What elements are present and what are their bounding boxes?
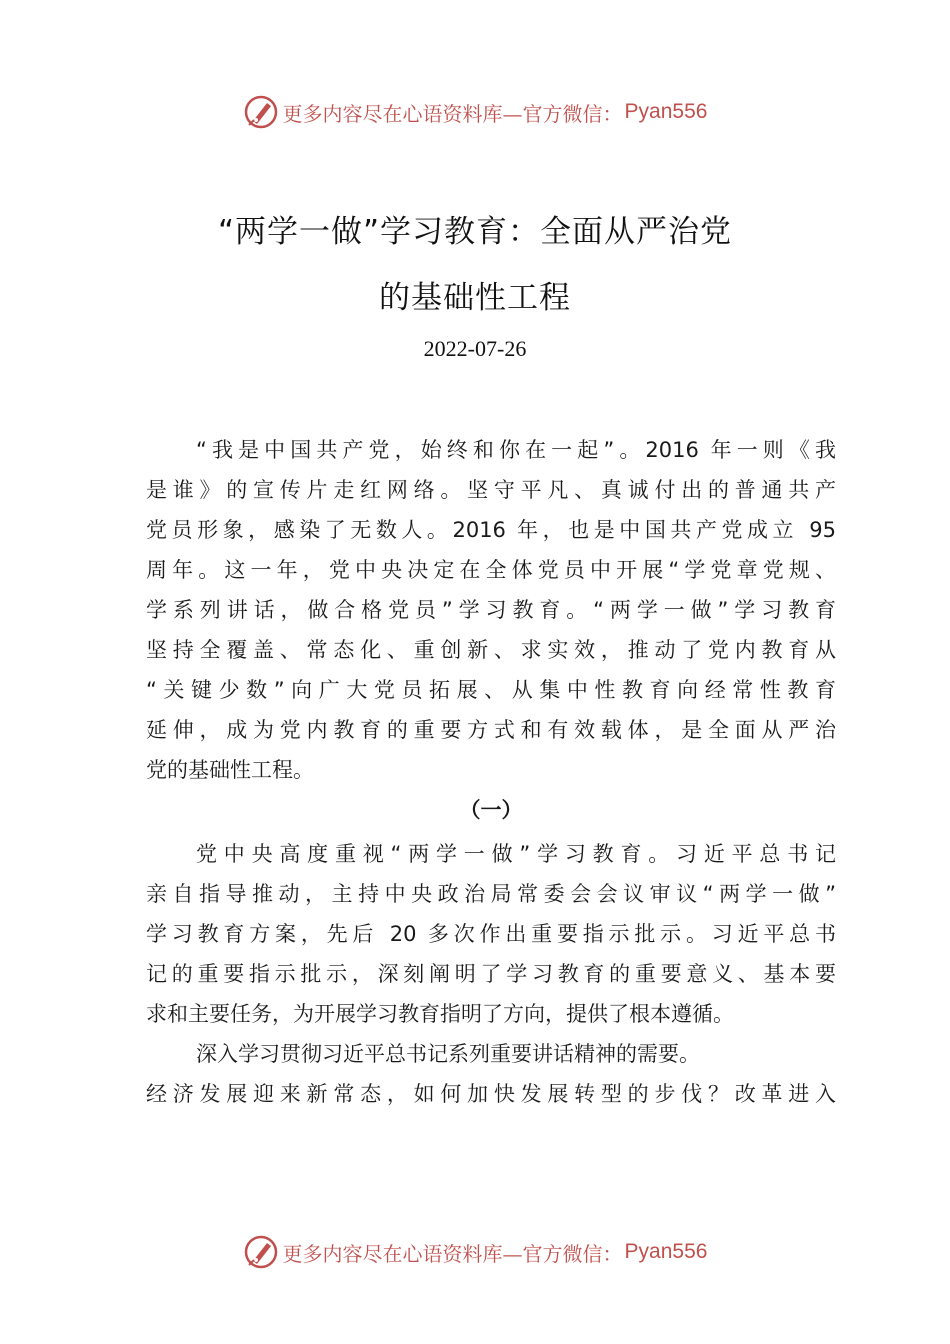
paragraph-1 xyxy=(146,430,836,830)
text-line: 深入学习贯彻习近平总书记系列重要讲话精神的需要。 xyxy=(196,1042,700,1066)
text-line: 党的基础性工程。 xyxy=(146,758,314,782)
pen-nib-icon xyxy=(243,1234,279,1270)
text-line: 求和主要任务，为开展学习教育指明了方向，提供了根本遵循。 xyxy=(146,1002,734,1026)
text-line: 亲自指导推动，主持中央政治局常委会会议审议“两学一做” xyxy=(146,882,836,906)
text-line: 党中央高度重视“两学一做”学习教育。习近平总书记 xyxy=(196,842,836,866)
text-line: “关键少数”向广大党员拓展、从集中性教育向经常性教育 xyxy=(146,678,836,702)
wechat-id: Pyan556 xyxy=(624,1240,708,1263)
text-line: 周年。这一年，党中央决定在全体党员中开展“学党章党规、 xyxy=(146,558,836,582)
banner-text: 更多内容尽在心语资料库—官方微信： xyxy=(282,101,623,126)
banner-text: 更多内容尽在心语资料库—官方微信： xyxy=(282,1241,623,1266)
paragraph-3 xyxy=(146,1034,836,1114)
document-title-line-2: 的基础性工程 xyxy=(379,280,571,316)
footer-banner xyxy=(0,1232,950,1272)
text-line: 党员形象，感染了无数人。2016 年，也是中国共产党成立 95 xyxy=(146,518,836,542)
paragraph-2 xyxy=(146,834,836,1034)
document-date: 2022-07-26 xyxy=(423,336,527,361)
text-line: 是谁》的宣传片走红网络。坚守平凡、真诚付出的普通共产 xyxy=(146,478,836,502)
section-heading-1: （一） xyxy=(459,798,523,822)
header-banner xyxy=(0,92,950,132)
text-line: 学习教育方案，先后 20 多次作出重要指示批示。习近平总书 xyxy=(146,922,836,946)
text-line: 学系列讲话，做合格党员”学习教育。“两学一做”学习教育 xyxy=(146,598,836,622)
text-line: 坚持全覆盖、常态化、重创新、求实效，推动了党内教育从 xyxy=(146,638,836,662)
pen-nib-icon xyxy=(243,94,279,130)
document-title-line-1: “两学一做”学习教育：全面从严治党 xyxy=(217,214,733,250)
text-line: “我是中国共产党，始终和你在一起”。2016 年一则《我 xyxy=(196,438,836,462)
text-line: 延伸，成为党内教育的重要方式和有效载体，是全面从严治 xyxy=(146,718,836,742)
text-line: 记的重要指示批示，深刻阐明了学习教育的重要意义、基本要 xyxy=(146,962,836,986)
wechat-id: Pyan556 xyxy=(624,100,708,123)
text-line: 经济发展迎来新常态，如何加快发展转型的步伐？改革进入 xyxy=(146,1082,836,1106)
